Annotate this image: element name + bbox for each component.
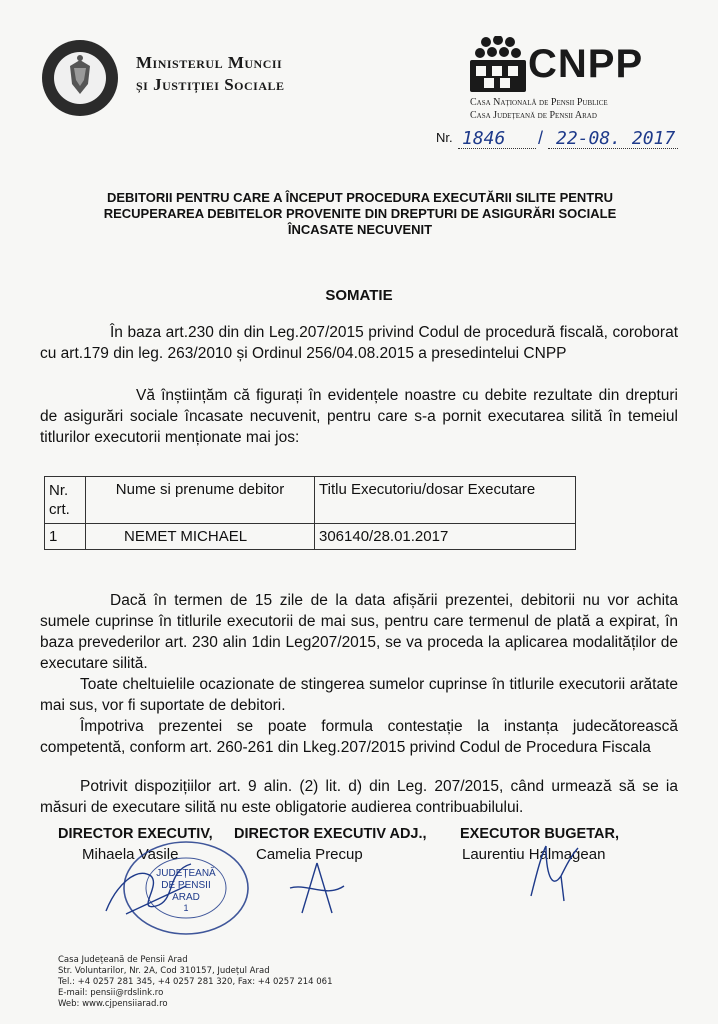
footer-phone: Tel.: +4 0257 281 345, +4 0257 281 320, Fax: +4 0257 214 061 <box>58 977 333 987</box>
svg-text:1: 1 <box>183 903 189 913</box>
registration-label: Nr. <box>436 130 453 145</box>
government-seal-icon <box>40 38 120 118</box>
heading-line3: ÎNCASATE NECUVENIT <box>287 222 433 237</box>
table-row <box>45 524 576 550</box>
footer-address: Str. Voluntarilor, Nr. 2A, Cod 310157, Județul Arad <box>58 966 270 976</box>
svg-text:ARAD: ARAD <box>172 892 200 903</box>
paragraph-notification: Vă înștiințăm că figurați în evidențele noastre cu debite rezultate din drepturi de asigurări sociale încasate necuvenit, pentru care s-a pornit executarea silită în temeiul titlurilor executorii menționate mai jos: <box>40 387 678 446</box>
signature-role-deputy-director: DIRECTOR EXECUTIV ADJ., <box>234 826 427 842</box>
cnpp-logo-icon <box>468 36 528 94</box>
paragraph-legal-basis: În baza art.230 din din Leg.207/2015 privind Codul de procedură fiscală, coroborat cu art.179 din leg. 263/2010 și Ordinul 256/04.08.2015 a presedintelui CNPP <box>40 324 678 362</box>
cnpp-subtitle <box>470 96 608 122</box>
signature-role-executor: EXECUTOR BUGETAR, <box>460 826 619 842</box>
debtors-table <box>44 476 576 550</box>
table-header-row <box>45 477 576 524</box>
registration-date: 22-08. 2017 <box>556 128 676 149</box>
paragraph-deadline: Dacă în termen de 15 zile de la data afișării prezentei, debitorii nu vor achita sumele cuprinse în titlurile executorii de mai sus, pentru care termenul de plată a expirat, în baza prevederilor art. 230 alin 1din Leg207/2015, se va proceda la aplicarea modalităților de executare silită. <box>40 592 678 672</box>
footer-web: Web: www.cjpensiiarad.ro <box>58 999 168 1009</box>
row-debtor-name: NEMET MICHAEL <box>86 524 315 550</box>
document-heading <box>50 190 670 238</box>
signature-name-director: Mihaela Vasile <box>82 846 179 863</box>
cnpp-wordmark: CNPP <box>528 42 644 86</box>
paragraph-contestation: Împotriva prezentei se poate formula contestație la instanța judecătorească competentă, conform art. 260-261 din Lkeg.207/2015 privind Codul de Procedura Fiscala <box>40 718 678 756</box>
footer-email: E-mail: pensii@rdslink.ro <box>58 988 164 998</box>
row-title: 306140/28.01.2017 <box>315 524 576 550</box>
paragraph-costs: Toate cheltuielile ocazionate de stingerea sumelor cuprinse în titlurile executorii arătate mai sus, vor fi suportate de debitori. <box>40 676 678 714</box>
svg-text:DE PENSII: DE PENSII <box>161 880 211 891</box>
header-nr-crt: Nr. crt. <box>45 477 86 524</box>
signature-name-executor: Laurentiu Halmagean <box>462 846 606 863</box>
cnpp-subtitle-national: Casa Națională de Pensii Publice <box>470 97 608 108</box>
document-title: SOMATIE <box>325 287 393 304</box>
row-nr: 1 <box>45 524 86 550</box>
signature-scrawl-executor <box>516 836 586 906</box>
registration-separator: / <box>538 128 544 148</box>
signature-role-director: DIRECTOR EXECUTIV, <box>58 826 213 842</box>
heading-line1: DEBITORII PENTRU CARE A ÎNCEPUT PROCEDURA EXECUTĂRII SILITE PENTRU <box>106 190 614 205</box>
footer-institution: Casa Județeană de Pensii Arad <box>58 955 188 965</box>
cnpp-subtitle-county: Casa Județeană de Pensii Arad <box>470 110 597 121</box>
registration-number-line <box>458 148 536 149</box>
ministry-name <box>136 52 285 96</box>
registration-date-line <box>548 148 678 149</box>
registration-number: 1846 <box>462 128 506 149</box>
signature-scrawl-deputy-director <box>282 858 352 918</box>
ministry-line1: Ministerul Muncii <box>136 53 283 72</box>
paragraph-hearing: Potrivit dispozițiilor art. 9 alin. (2) lit. d) din Leg. 207/2015, când urmează să se ia măsuri de executare silită nu este obligatorie audierea contribuabilului. <box>40 778 678 816</box>
svg-text:JUDEȚEANĂ: JUDEȚEANĂ <box>156 868 216 879</box>
footer-contact <box>58 955 332 1010</box>
heading-line2: RECUPERAREA DEBITELOR PROVENITE DIN DREPTURI DE ASIGURĂRI SOCIALE <box>103 206 617 221</box>
signature-name-deputy-director: Camelia Precup <box>256 846 363 863</box>
header-title: Titlu Executoriu/dosar Executare <box>315 477 576 524</box>
ministry-line2: și Justiției Sociale <box>136 75 285 94</box>
header-debtor-name: Nume si prenume debitor <box>86 477 315 524</box>
signature-scrawl-director <box>96 856 216 926</box>
